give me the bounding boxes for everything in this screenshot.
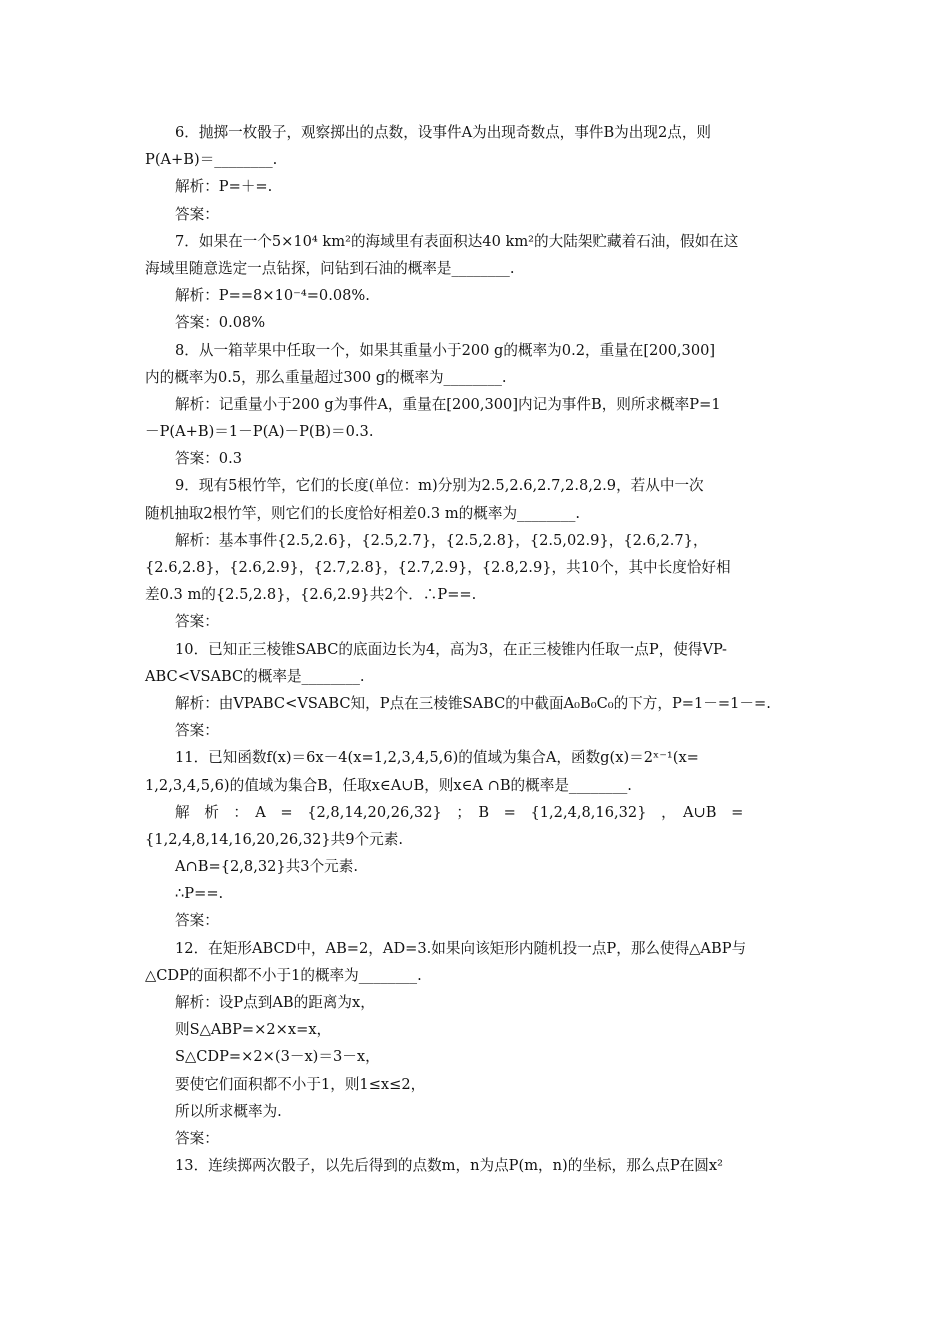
text-line: 12．在矩形ABCD中，AB=2，AD=3.如果向该矩形内随机投一点P，那么使得△ABP与 bbox=[175, 939, 747, 957]
text-line: 9．现有5根竹竿，它们的长度(单位：m)分别为2.5,2.6,2.7,2.8,2.9，若从中一次 bbox=[175, 477, 704, 495]
text-line: 7．如果在一个5×10⁴ km²的海域里有表面积达40 km²的大陆架贮藏着石油，假如在这 bbox=[175, 232, 739, 250]
text-line: {2.6,2.8}，{2.6,2.9}，{2.7,2.8}，{2.7,2.9}，{2.8,2.9}，共10个，其中长度恰好相 bbox=[145, 559, 731, 576]
text-line: 则S△ABP=×2×x=x， bbox=[175, 1021, 332, 1039]
text-line: 解析：设P点到AB的距离为x， bbox=[175, 994, 375, 1011]
text-line: S△CDP=×2×(3－x)＝3－x， bbox=[175, 1048, 380, 1066]
text-line: 解析：记重量小于200 g为事件A，重量在[200,300]内记为事件B，则所求概率P=1 bbox=[175, 395, 721, 413]
text-line: 答案： bbox=[175, 613, 219, 631]
text-line: {1,2,4,8,14,16,20,26,32}共9个元素. bbox=[145, 830, 403, 848]
text-line: A∩B={2,8,32}共3个元素. bbox=[175, 858, 359, 876]
text-line: 解 析 ： A = {2,8,14,20,26,32} ； B = {1,2,4,8,16,32} ， A∪B = bbox=[175, 803, 744, 821]
text-line: 答案： bbox=[175, 1129, 219, 1147]
text-line: 8．从一箱苹果中任取一个，如果其重量小于200 g的概率为0.2，重量在[200,300] bbox=[175, 341, 716, 359]
text-line: 答案：0.08% bbox=[175, 314, 266, 332]
text-line: 要使它们面积都不小于1，则1≤x≤2， bbox=[175, 1075, 426, 1093]
text-line: 海域里随意选定一点钻探，问钻到石油的概率是________. bbox=[145, 259, 515, 277]
text-line: P(A+B)＝________. bbox=[145, 151, 278, 169]
text-line: 答案：0.3 bbox=[175, 450, 242, 468]
text-line: ABC<VSABC的概率是________. bbox=[145, 667, 365, 685]
text-line: ∴P==. bbox=[175, 885, 224, 903]
text-line: 解析：P=＋=. bbox=[175, 178, 273, 196]
text-line: 答案： bbox=[175, 722, 219, 740]
text-line: 1,2,3,4,5,6)的值域为集合B，任取x∈A∪B，则x∈A ∩B的概率是________. bbox=[145, 776, 632, 794]
text-line: 解析：基本事件{2.5,2.6}，{2.5,2.7}，{2.5,2.8}，{2.5,02.9}，{2.6,2.7}， bbox=[175, 531, 708, 549]
text-line: 11．已知函数f(x)＝6x－4(x=1,2,3,4,5,6)的值域为集合A，函数g(x)＝2ˣ⁻¹(x= bbox=[175, 749, 699, 767]
text-line: 内的概率为0.5，那么重量超过300 g的概率为________. bbox=[145, 368, 507, 386]
text-line: 10．已知正三棱锥SABC的底面边长为4，高为3，在正三棱锥内任取一点P，使得VP- bbox=[175, 640, 727, 658]
text-line: 随机抽取2根竹竿，则它们的长度恰好相差0.3 m的概率为________. bbox=[145, 504, 581, 522]
text-line: 解析：由VPABC<VSABC知，P点在三棱锥SABC的中截面A₀B₀C₀的下方，P=1－=1－=. bbox=[175, 694, 771, 712]
text-line: △CDP的面积都不小于1的概率为________. bbox=[145, 966, 422, 984]
text-line: 答案： bbox=[175, 912, 219, 930]
text-line: 解析：P==8×10⁻⁴=0.08%. bbox=[175, 287, 370, 305]
text-line: －P(A+B)＝1－P(A)－P(B)＝0.3. bbox=[145, 423, 374, 441]
text-line: 答案： bbox=[175, 205, 219, 223]
text-line: 差0.3 m的{2.5,2.8}，{2.6,2.9}共2个．∴P==. bbox=[145, 586, 477, 604]
text-line: 6．抛掷一枚骰子，观察掷出的点数，设事件A为出现奇数点，事件B为出现2点，则 bbox=[175, 124, 712, 141]
document-body bbox=[145, 119, 805, 1179]
text-line: 13．连续掷两次骰子，以先后得到的点数m，n为点P(m，n)的坐标，那么点P在圆x² bbox=[175, 1157, 723, 1175]
text-line: 所以所求概率为. bbox=[175, 1102, 282, 1120]
